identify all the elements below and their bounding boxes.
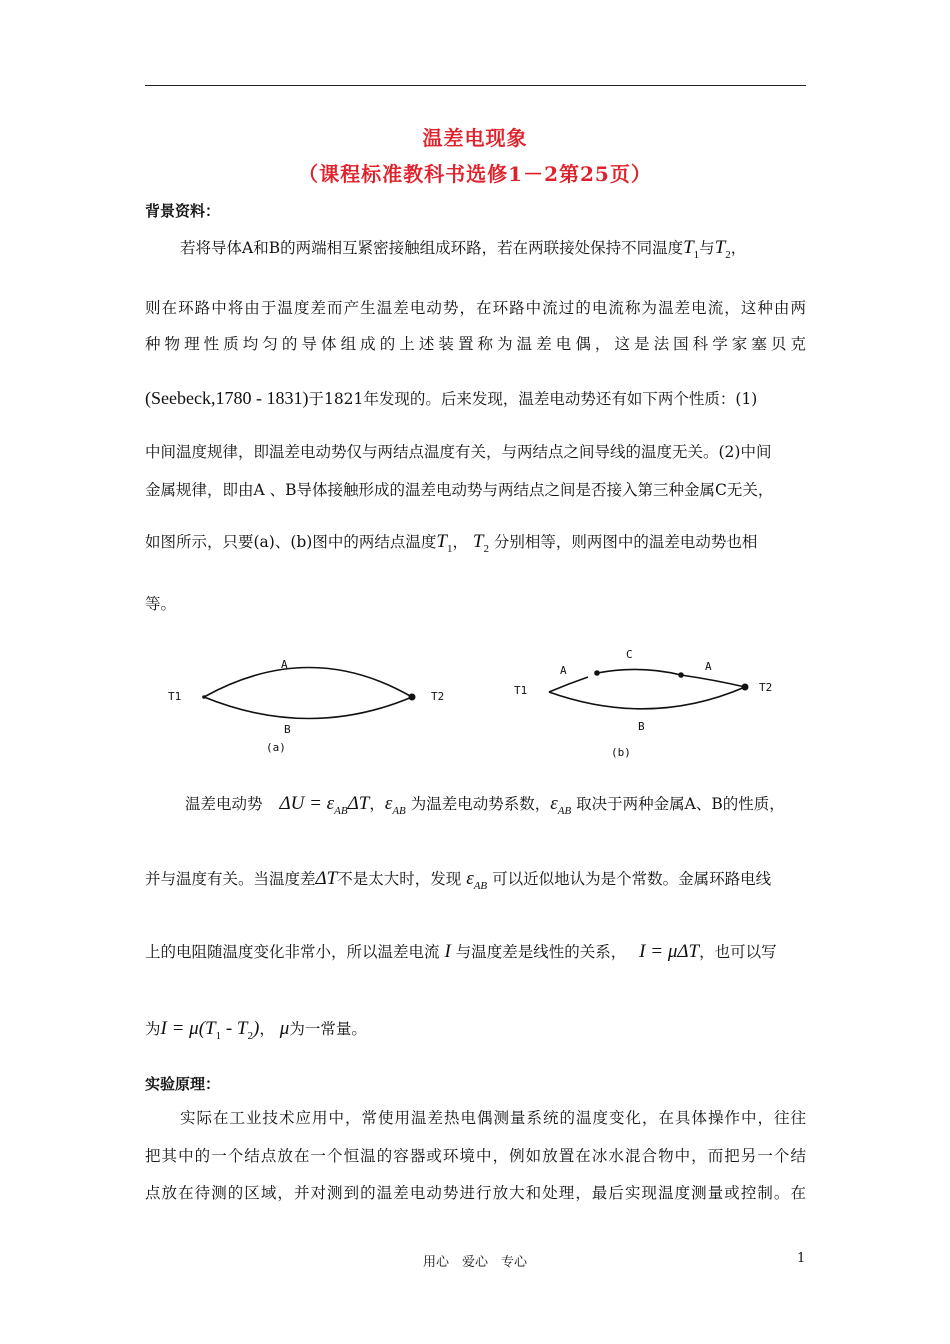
text-run: ，	[369, 795, 385, 813]
paragraph-line: 则在环路中将由于温度差而产生温差电动势，在环路中流过的电流称为温差电流，这种由两	[145, 299, 806, 317]
text-run: 与	[699, 239, 715, 257]
text-run: 与温度差是线性的关系，	[455, 943, 627, 961]
paragraph-line: 中间温度规律，即温差电动势仅与两结点温度有关，与两结点之间导线的温度无关。(2)中间	[145, 443, 772, 461]
figure-a-label-a: A	[281, 658, 288, 671]
text-run: 为	[145, 1020, 161, 1038]
figure-b-label-t1: T1	[514, 684, 528, 697]
math-t1: $T_1$	[436, 531, 453, 555]
text-run: 为温差电动势系数，	[410, 795, 551, 813]
paragraph-line: 把其中的一个结点放在一个恒温的容器或环境中，例如放置在冰水混合物中，而把另一个结	[145, 1147, 806, 1165]
math-eps-ab: $\varepsilon_{AB}$	[550, 793, 572, 817]
math-eps-ab: $\varepsilon_{AB}$	[466, 868, 488, 892]
figure-b-wire-c	[597, 669, 681, 675]
text-run: 若将导体A和B的两端相互紧密接触组成环路，若在两联接处保持不同温度	[180, 239, 684, 257]
section-heading-principle: 实验原理：	[145, 1075, 221, 1093]
text-run: 可以近似地认为是个常数。金属环路电线	[492, 870, 772, 888]
math-emf-formula: $\Delta U = \varepsilon_{AB}\Delta T$	[279, 793, 370, 817]
text-run: 分别相等，则两图中的温差电动势也相	[493, 533, 758, 551]
paragraph-line: 点放在待测的区域，并对测到的温差电动势进行放大和处理，最后实现温度测量或控制。在	[145, 1184, 806, 1202]
paragraph-line	[145, 867, 806, 892]
paragraph-line	[145, 1017, 806, 1042]
figure-a-junction-t1	[202, 695, 206, 699]
section-heading-background: 背景资料：	[145, 202, 221, 220]
math-t2: $T_2$	[714, 237, 731, 261]
figure-a-junction-t2	[409, 694, 416, 701]
math-mu: μ	[279, 1018, 290, 1039]
page-title: 温差电现象	[422, 126, 528, 150]
figure-b-wire-b	[549, 687, 745, 709]
figure-b-wire-a-left	[549, 677, 588, 692]
text-run: ，	[730, 239, 747, 257]
figure-b-junction-c2	[678, 672, 684, 678]
paragraph-line	[185, 792, 806, 817]
paragraph-line: 金属规律，即由A 、B导体接触形成的温差电动势与两结点之间是否接入第三种金属C无关，	[145, 481, 774, 499]
paragraph-line	[145, 940, 806, 963]
text-run: 并与温度有关。当温度差	[145, 870, 316, 888]
math-t1: $T_1$	[683, 237, 700, 261]
paragraph-line: 种物理性质均匀的导体组成的上述装置称为温差电偶，这是法国科学家塞贝克	[145, 335, 806, 353]
figure-a-label-b: B	[284, 723, 291, 736]
paragraph-line: 实际在工业技术应用中，常使用温差热电偶测量系统的温度变化，在具体操作中，往往	[180, 1109, 806, 1127]
text-run: ，也可以写	[699, 943, 777, 961]
figure-a-label-t2: T2	[431, 690, 445, 703]
math-t2: $T_2$	[472, 531, 489, 555]
page-number: 1	[797, 1251, 806, 1266]
figure-b-junction-c1	[594, 670, 600, 676]
figure-a-wire-b	[204, 697, 412, 719]
math-current-formula: I = μΔT	[639, 941, 700, 962]
page-subtitle: （课程标准教科书选修1－2第25页）	[298, 162, 652, 186]
figure-a-label-t1: T1	[168, 690, 182, 703]
figure-b-label-a-left: A	[560, 664, 567, 677]
math-eps-ab: $\varepsilon_{AB}$	[384, 793, 406, 817]
figure-b-label-t2: T2	[759, 681, 773, 694]
figure-b-label-c: C	[626, 648, 633, 661]
figure-b-label-a-right: A	[705, 660, 712, 673]
text-run: 上的电阻随温度变化非常小，所以温差电流	[145, 943, 440, 961]
text-run: 取决于两种金属A、B的性质，	[576, 795, 785, 813]
math-delta-t: ΔT	[315, 868, 338, 889]
math-seebeck: (Seebeck,1780 - 1831)	[145, 388, 309, 408]
text-run: 如图所示，只要(a)、(b)图中的两结点温度	[145, 533, 437, 551]
figure-b-caption: (b)	[611, 746, 631, 759]
figure-a-wire-a	[204, 668, 412, 698]
text-run: 为一常量。	[289, 1020, 367, 1038]
paragraph-line: 等。	[145, 595, 177, 613]
page-footer: 用心 爱心 专心	[422, 1255, 527, 1270]
figure-a-caption: (a)	[266, 741, 286, 754]
figure-b-wire-a-right	[681, 675, 745, 687]
figure-b-label-b: B	[638, 720, 645, 733]
math-current-formula-2: $I = \mu(T_1 - T_2)$	[160, 1018, 260, 1042]
text-run: ，	[452, 533, 468, 551]
text-run: 不是太大时，发现	[337, 870, 462, 888]
text-run: ，	[259, 1020, 275, 1038]
text-run: 于1821年发现的。后来发现，温差电动势还有如下两个性质：(1)	[308, 390, 758, 408]
text-run: 温差电动势	[185, 795, 263, 813]
figure-b-junction-t2	[742, 684, 749, 691]
math-current: I	[444, 941, 451, 962]
